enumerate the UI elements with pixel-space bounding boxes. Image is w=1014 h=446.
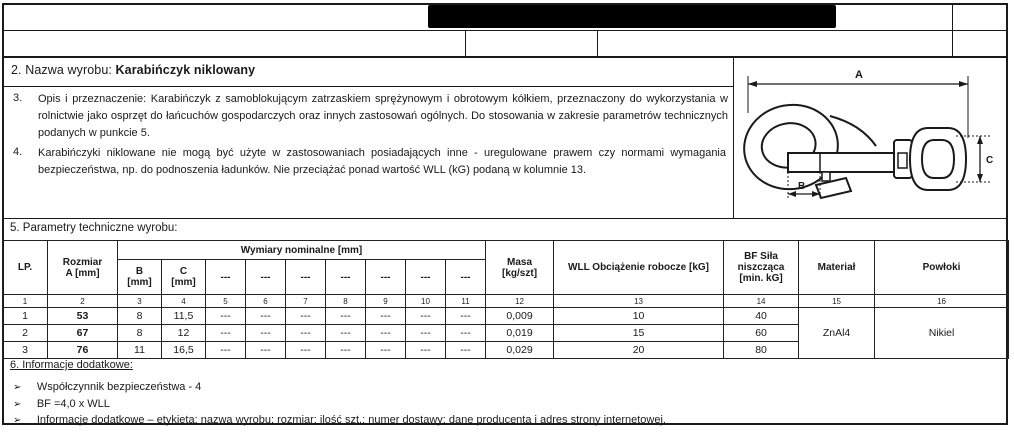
cell-b: 8 bbox=[118, 308, 162, 325]
dim-b-label: B bbox=[798, 181, 806, 192]
col-header-masa bbox=[486, 241, 554, 295]
parameters-table bbox=[2, 240, 1009, 359]
swivel-eye bbox=[910, 128, 966, 190]
cell-dash: --- bbox=[446, 342, 486, 359]
section4-text: Karabińczyki niklowane nie mogą być użyte w zastosowaniach posiadających inne - uregulowane prawem czy normami wymagania bezpieczeństwa, np. do podnoszenia ładunków. Nie przeciążać ponad wartość WLL (kG) podaną w kolumnie 13. bbox=[38, 147, 726, 176]
col-number: 5 bbox=[206, 295, 246, 308]
col-header-dash: --- bbox=[326, 260, 366, 295]
cell-dash: --- bbox=[366, 325, 406, 342]
col-header-bf-line2: niszcząca bbox=[737, 262, 785, 273]
redaction-bar bbox=[428, 5, 836, 28]
section5-top-border bbox=[2, 218, 1006, 219]
column-number-row bbox=[3, 295, 1009, 308]
header-cell-divider-2 bbox=[597, 30, 598, 57]
col-header-dash: --- bbox=[366, 260, 406, 295]
cell-dash: --- bbox=[446, 325, 486, 342]
col-header-lp: LP. bbox=[3, 241, 48, 295]
col-number: 14 bbox=[724, 295, 799, 308]
group-header-wymiary: Wymiary nominalne [mm] bbox=[118, 241, 486, 260]
col-header-rozmiar-line2: A [mm] bbox=[65, 267, 100, 279]
list-item-text: Współczynnik bezpieczeństwa - 4 bbox=[36, 381, 202, 393]
col-number: 4 bbox=[162, 295, 206, 308]
cell-dash: --- bbox=[206, 342, 246, 359]
section5-label: 5. Parametry techniczne wyrobu: bbox=[10, 222, 178, 234]
col-header-bf bbox=[724, 241, 799, 295]
cell-rozmiar: 53 bbox=[48, 308, 118, 325]
product-name-line bbox=[11, 63, 255, 77]
col-header-wll: WLL Obciążenie robocze [kG] bbox=[554, 241, 724, 295]
cell-masa: 0,009 bbox=[486, 308, 554, 325]
cell-wll: 15 bbox=[554, 325, 724, 342]
cell-c: 11,5 bbox=[162, 308, 206, 325]
cell-c: 12 bbox=[162, 325, 206, 342]
list-item-text: Informacje dodatkowe – etykieta: nazwa wyrobu; rozmiar; ilość szt.; numer dostawy; dane producenta i adres strony internetowej. bbox=[36, 414, 666, 426]
table-row bbox=[3, 308, 1009, 325]
dim-a-arrow-right bbox=[959, 81, 968, 87]
carabiner-technical-drawing bbox=[734, 58, 1008, 217]
dim-a-label: A bbox=[855, 69, 863, 81]
col-header-b-line2: [mm] bbox=[127, 277, 152, 288]
cell-lp: 3 bbox=[3, 342, 48, 359]
cell-dash: --- bbox=[246, 325, 286, 342]
cell-dash: --- bbox=[406, 342, 446, 359]
cell-c: 16,5 bbox=[162, 342, 206, 359]
dim-c-label: C bbox=[986, 155, 994, 166]
col-header-rozmiar bbox=[48, 241, 118, 295]
col-header-c-line1: C bbox=[179, 266, 188, 277]
col-header-c bbox=[162, 260, 206, 295]
cell-dash: --- bbox=[286, 325, 326, 342]
cell-lp: 1 bbox=[3, 308, 48, 325]
col-header-dash: --- bbox=[286, 260, 326, 295]
col-header-masa-line2: [kg/szt] bbox=[502, 267, 538, 279]
col-number: 3 bbox=[118, 295, 162, 308]
arrowhead-bullet-icon: ➢ bbox=[13, 399, 22, 410]
dim-a-arrow-left bbox=[748, 81, 757, 87]
col-number: 7 bbox=[286, 295, 326, 308]
cell-lp: 2 bbox=[3, 325, 48, 342]
col-header-dash: --- bbox=[206, 260, 246, 295]
section2-bottom-border bbox=[2, 86, 733, 87]
cell-masa: 0,019 bbox=[486, 325, 554, 342]
header-row-divider bbox=[2, 30, 1006, 31]
dim-c-arrow-bottom bbox=[977, 174, 983, 182]
col-number: 2 bbox=[48, 295, 118, 308]
arrowhead-bullet-icon: ➢ bbox=[13, 415, 22, 426]
cell-dash: --- bbox=[406, 325, 446, 342]
col-header-c-line2: [mm] bbox=[171, 277, 196, 288]
col-header-powloki: Powłoki bbox=[875, 241, 1009, 295]
cell-bf: 80 bbox=[724, 342, 799, 359]
col-number: 1 bbox=[3, 295, 48, 308]
col-number: 8 bbox=[326, 295, 366, 308]
col-header-rozmiar-line1: Rozmiar bbox=[62, 256, 103, 268]
col-header-bf-line1: BF Siła bbox=[744, 251, 778, 262]
col-number: 9 bbox=[366, 295, 406, 308]
dim-b-arrow-left bbox=[788, 191, 796, 197]
cell-rozmiar: 67 bbox=[48, 325, 118, 342]
col-header-b-line1: B bbox=[135, 266, 144, 277]
cell-rozmiar: 76 bbox=[48, 342, 118, 359]
cell-dash: --- bbox=[326, 308, 366, 325]
cell-dash: --- bbox=[326, 325, 366, 342]
col-header-dash: --- bbox=[406, 260, 446, 295]
cell-wll: 20 bbox=[554, 342, 724, 359]
col-header-dash: --- bbox=[246, 260, 286, 295]
cell-bf: 60 bbox=[724, 325, 799, 342]
cell-powloki: Nikiel bbox=[875, 308, 1009, 359]
cell-masa: 0,029 bbox=[486, 342, 554, 359]
section3-text: Opis i przeznaczenie: Karabińczyk z samoblokującym zatrzaskiem sprężynowym i obrotowym kółkiem, przeznaczony do wykorzystania w rolnictwie jako osprzęt do łańcuchów gospodarczych oraz innych zastosowań ogólnych. Do stosowania w zakresie parametrów technicznych podanych w punkcie 5. bbox=[38, 93, 728, 139]
dim-c-arrow-top bbox=[977, 136, 983, 144]
section4-number: 4. bbox=[13, 146, 23, 158]
cell-b: 8 bbox=[118, 325, 162, 342]
cell-dash: --- bbox=[286, 342, 326, 359]
cell-dash: --- bbox=[206, 308, 246, 325]
cell-wll: 10 bbox=[554, 308, 724, 325]
product-name-value: Karabińczyk niklowany bbox=[115, 63, 256, 77]
cell-b: 11 bbox=[118, 342, 162, 359]
hook-shank bbox=[788, 153, 898, 172]
cell-dash: --- bbox=[406, 308, 446, 325]
col-header-bf-line3: [min. kG] bbox=[739, 273, 783, 284]
col-number: 11 bbox=[446, 295, 486, 308]
col-header-b bbox=[118, 260, 162, 295]
header-cell-divider-1 bbox=[465, 30, 466, 57]
section3-number: 3. bbox=[13, 92, 23, 104]
col-number: 12 bbox=[486, 295, 554, 308]
col-header-masa-line1: Masa bbox=[507, 256, 533, 268]
col-number: 10 bbox=[406, 295, 446, 308]
section6-title: 6. Informacje dodatkowe: bbox=[10, 359, 133, 371]
swivel-pin bbox=[898, 153, 907, 168]
list-item bbox=[13, 377, 201, 395]
header-cell-divider-3 bbox=[952, 3, 953, 57]
col-number: 6 bbox=[246, 295, 286, 308]
cell-dash: --- bbox=[366, 342, 406, 359]
cell-dash: --- bbox=[286, 308, 326, 325]
cell-bf: 40 bbox=[724, 308, 799, 325]
doc-border-left bbox=[2, 3, 4, 425]
col-number: 16 bbox=[875, 295, 1009, 308]
col-header-dash: --- bbox=[446, 260, 486, 295]
cell-dash: --- bbox=[246, 308, 286, 325]
latch-stem bbox=[822, 172, 830, 181]
cell-dash: --- bbox=[446, 308, 486, 325]
cell-dash: --- bbox=[246, 342, 286, 359]
list-item-text: BF =4,0 x WLL bbox=[36, 398, 110, 410]
product-name-label: 2. Nazwa wyrobu: bbox=[11, 63, 112, 77]
list-item bbox=[13, 410, 666, 428]
arrowhead-bullet-icon: ➢ bbox=[13, 382, 22, 393]
cell-material: ZnAl4 bbox=[799, 308, 875, 359]
col-number: 15 bbox=[799, 295, 875, 308]
col-number: 13 bbox=[554, 295, 724, 308]
cell-dash: --- bbox=[206, 325, 246, 342]
col-header-material: Materiał bbox=[799, 241, 875, 295]
cell-dash: --- bbox=[366, 308, 406, 325]
cell-dash: --- bbox=[326, 342, 366, 359]
